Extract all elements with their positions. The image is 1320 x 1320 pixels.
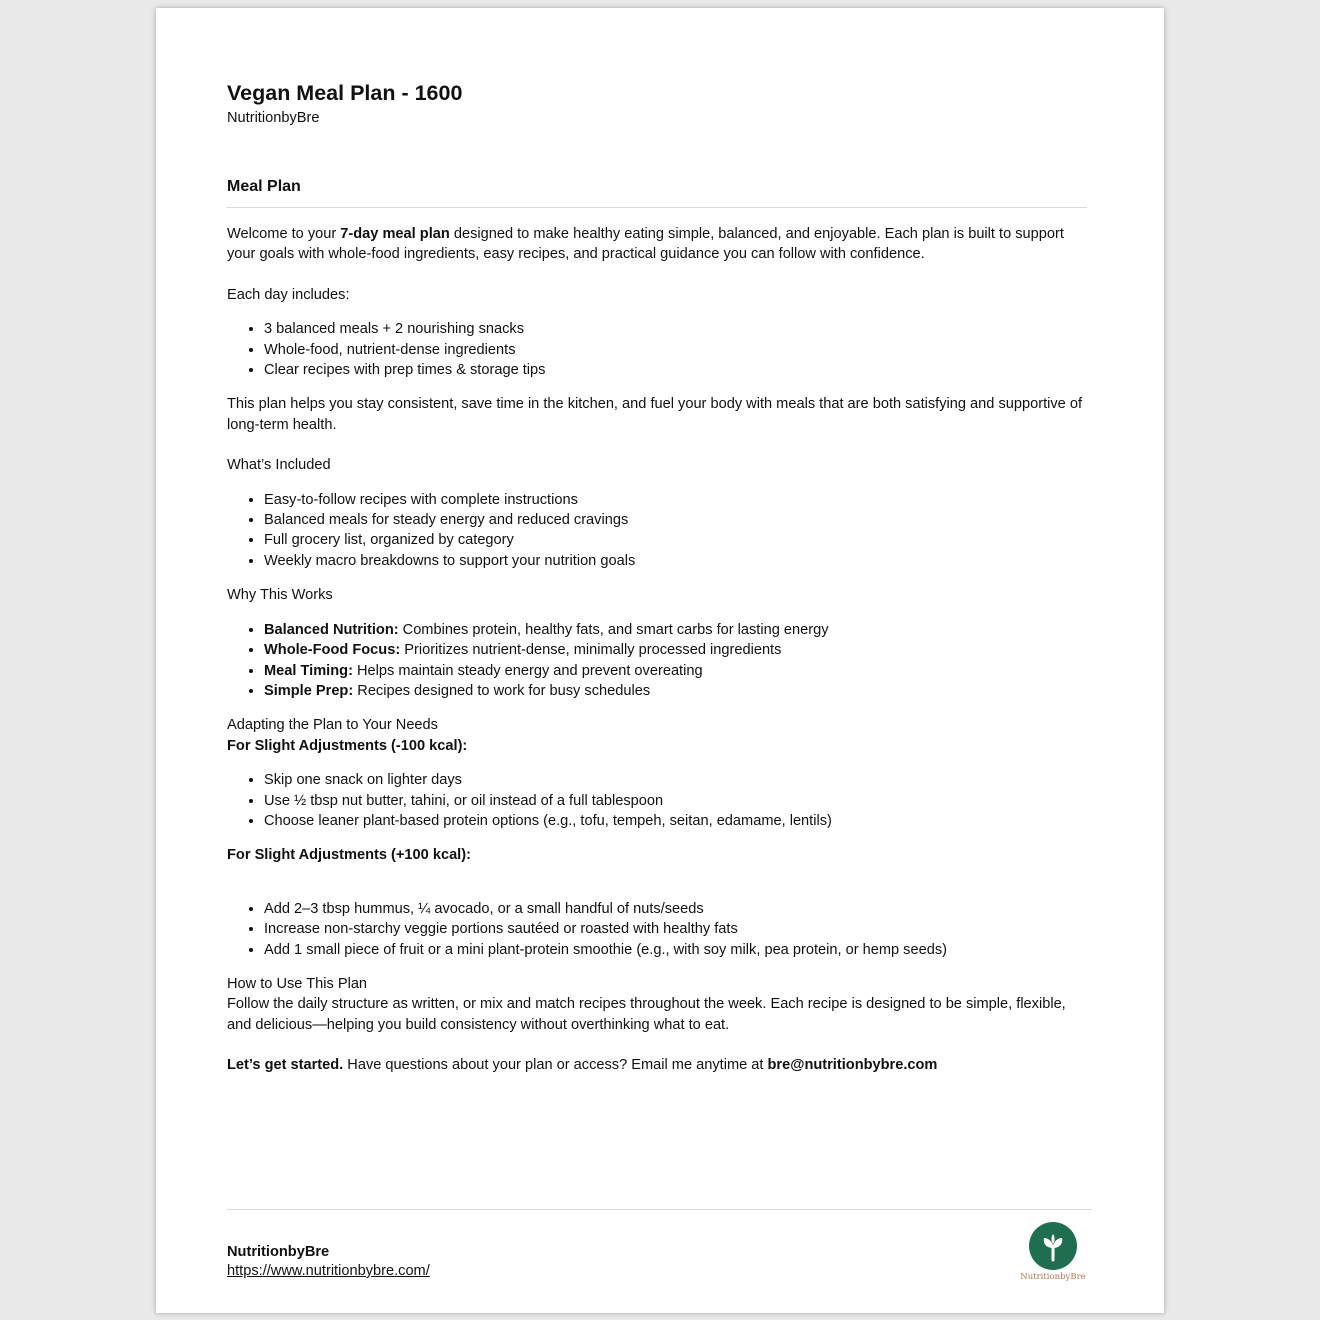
each-day-label: Each day includes: [227,286,350,303]
adapting-label: Adapting the Plan to Your Needs [227,717,438,734]
closing-bold: Let’s get started. [227,1057,344,1074]
section-heading: Meal Plan [227,176,1087,208]
closing-text: Have questions about your plan or access? Email me anytime at [343,1057,768,1074]
brand-logo [1013,1222,1093,1284]
why-text: Prioritizes nutrient-dense, minimally processed ingredients [400,642,782,659]
document-page [156,8,1164,1313]
plus-adjust-heading: For Slight Adjustments (+100 kcal): [227,847,471,864]
page-title: Vegan Meal Plan - 1600 [227,81,463,105]
included-list [227,490,1087,572]
intro-paragraph [227,224,1087,265]
list-item: • 3 balanced meals + 2 nourishing snacks [264,319,1087,339]
logo-badge [1029,1222,1077,1270]
contact-email[interactable]: bre@nutritionbybre.com [767,1057,938,1074]
plus-adjust-list [227,899,1087,960]
minus-adjust-list [227,770,1087,831]
list-item: • Full grocery list, organized by category [264,530,1087,550]
intro-bold: 7-day meal plan [340,226,450,242]
list-item [264,620,1087,640]
why-term: Whole-Food Focus: [264,642,401,659]
why-text: Combines protein, healthy fats, and smart carbs for lasting energy [398,621,829,638]
list-item: • Weekly macro breakdowns to support your nutrition goals [264,551,1087,571]
consistency-paragraph: This plan helps you stay consistent, save time in the kitchen, and fuel your body with meals that are both satisfying and supportive of long-term health. [227,396,1083,433]
list-item [264,661,1087,681]
why-term: Balanced Nutrition: [264,621,399,638]
page-subtitle: NutritionbyBre [227,110,320,126]
intro-suffix: designed to make healthy eating simple, balanced, and enjoyable. Each plan is built to support your goals with whole-food ingredients, easy recipes, and practical guidance you can follow with confidence. [227,226,1064,263]
list-item: • Whole-food, nutrient-dense ingredients [264,340,1087,360]
closing-paragraph [227,1055,1087,1075]
list-item: • Skip one snack on lighter days [264,770,1087,790]
document-content [227,78,1087,1076]
list-item: • Use ½ tbsp nut butter, tahini, or oil instead of a full tablespoon [264,791,1087,811]
how-to-label: How to Use This Plan [227,975,368,992]
list-item: • Clear recipes with prep times & storage tips [264,360,1087,380]
why-text: Recipes designed to work for busy schedules [353,682,651,699]
each-day-list [227,319,1087,380]
why-list [227,620,1087,702]
why-term: Simple Prep: [264,682,354,699]
included-label: What’s Included [227,457,331,474]
list-item: • Balanced meals for steady energy and reduced cravings [264,510,1087,530]
intro-prefix: Welcome to your [227,226,341,242]
why-label: Why This Works [227,587,333,604]
list-item: • Increase non-starchy veggie portions sautéed or roasted with healthy fats [264,919,1087,939]
list-item [264,640,1087,660]
footer-divider [227,1209,1092,1210]
list-item: • Easy-to-follow recipes with complete instructions [264,490,1087,510]
logo-wordmark: NutritionbyBre [1020,1272,1086,1282]
why-text: Helps maintain steady energy and prevent overeating [352,662,703,679]
minus-adjust-heading: For Slight Adjustments (-100 kcal): [227,737,468,754]
list-item: • Add 2–3 tbsp hummus, ¼ avocado, or a small handful of nuts/seeds [264,899,1087,919]
footer-brand: NutritionbyBre [227,1244,330,1260]
why-term: Meal Timing: [264,662,353,679]
list-item [264,681,1087,701]
list-item: • Add 1 small piece of fruit or a mini plant-protein smoothie (e.g., with soy milk, pea protein, or hemp seeds) [264,940,1087,960]
how-to-paragraph: Follow the daily structure as written, or mix and match recipes throughout the week. Each recipe is designed to be simple, flexible, and delicious—helping you build consistency without overthinking what to eat. [227,996,1066,1033]
sprout-fork-icon [1029,1222,1077,1270]
footer-website-link[interactable]: https://www.nutritionbybre.com/ [227,1263,430,1279]
list-item: • Choose leaner plant-based protein options (e.g., tofu, tempeh, seitan, edamame, lentils) [264,811,1087,831]
